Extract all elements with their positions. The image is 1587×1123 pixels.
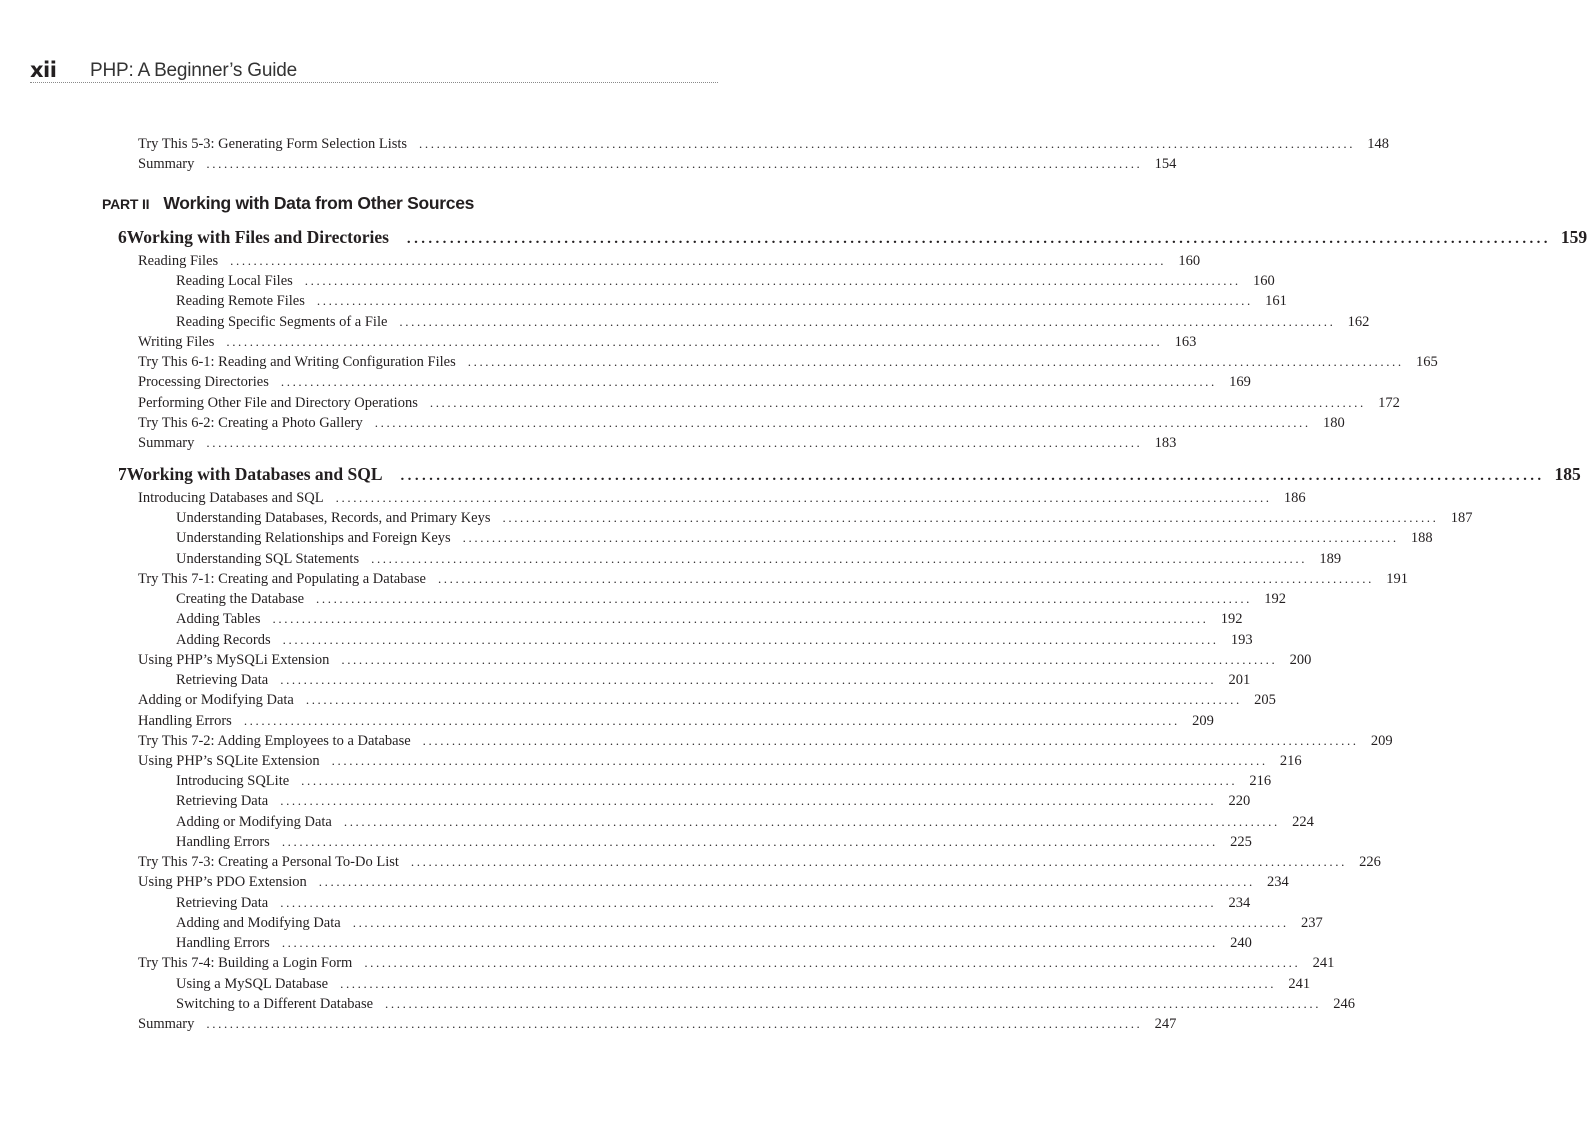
toc-entry-title: Try This 6-2: Creating a Photo Gallery — [138, 414, 363, 431]
toc-entry-title: Switching to a Different Database — [176, 995, 374, 1012]
toc-entry[interactable] — [138, 953, 1335, 973]
toc-entry[interactable] — [138, 433, 1177, 453]
toc-entry-title: Try This 7-4: Building a Login Form — [138, 955, 353, 972]
toc-page-number: 186 — [1283, 490, 1306, 506]
toc-entry[interactable] — [138, 751, 1302, 771]
dot-leader: ................................................................................................................................................................ — [226, 333, 1163, 349]
toc-page-number: 180 — [1323, 414, 1345, 431]
toc-page-number: 205 — [1254, 692, 1276, 709]
toc-entry-title: Try This 5-3: Generating Form Selection Lists — [138, 136, 408, 152]
dot-leader: ................................................................................................................................................................ — [467, 354, 1404, 370]
toc-entry-title: Summary — [138, 435, 195, 452]
dot-leader: ................................................................................................................................................................ — [422, 732, 1359, 748]
toc-page-number: 237 — [1300, 914, 1323, 931]
dot-leader: ................................................................................................................................................................ — [331, 752, 1268, 768]
toc-page-number: 192 — [1264, 591, 1287, 608]
toc-entry-title: Adding and Modifying Data — [176, 914, 341, 931]
toc-entry-title: Performing Other File and Directory Operations — [138, 394, 418, 411]
toc-entry-title: Reading Remote Files — [176, 293, 305, 310]
chapter-page-number: 185 — [1554, 464, 1581, 484]
chapter-number: 7 — [118, 464, 127, 484]
toc-entry[interactable] — [138, 372, 1251, 392]
toc-entry[interactable] — [176, 508, 1473, 528]
toc-page-number: 172 — [1378, 394, 1400, 411]
toc-entry-title: Summary — [138, 156, 195, 173]
dot-leader: ................................................................................................................................................................ — [340, 975, 1277, 991]
toc-page-number: 209 — [1192, 712, 1214, 729]
toc-entry-title: Adding Records — [176, 631, 271, 648]
toc-page-number: 224 — [1292, 813, 1314, 830]
dot-leader: ................................................................................................................................................................ — [280, 793, 1217, 809]
toc-entry[interactable] — [138, 413, 1345, 433]
toc-entry[interactable] — [176, 291, 1287, 311]
dot-leader: ................................................................................................................................................................ — [280, 894, 1217, 910]
toc-entry[interactable] — [176, 312, 1370, 332]
dot-leader: ................................................................................................................................................................ — [318, 874, 1255, 890]
dot-leader: ................................................................................................................................................................ — [352, 914, 1289, 930]
dot-leader: ................................................................................................................................................................ — [305, 692, 1242, 708]
toc-page-number: 240 — [1230, 935, 1252, 952]
toc-entry[interactable] — [176, 609, 1243, 629]
toc-entry-title: Understanding Relationships and Foreign Keys — [176, 530, 451, 547]
toc-page-number: 201 — [1228, 672, 1251, 689]
dot-leader: ................................................................................................................................................................ — [374, 414, 1311, 430]
toc-page-number: 189 — [1319, 550, 1342, 567]
toc-page-number: 234 — [1228, 894, 1251, 911]
toc-page-number: 216 — [1249, 773, 1272, 790]
toc-entry-title: Understanding Databases, Records, and Primary Keys — [176, 510, 491, 527]
chapter-heading[interactable] — [118, 225, 1587, 251]
dot-leader: ................................................................................................................................................................ — [316, 591, 1253, 607]
toc-entry[interactable] — [138, 731, 1393, 751]
toc-entry[interactable] — [138, 650, 1312, 670]
toc-entry[interactable] — [138, 690, 1276, 710]
toc-entry-title: Introducing SQLite — [176, 773, 290, 790]
toc-entry-title: Retrieving Data — [176, 793, 269, 810]
toc-page-number: 247 — [1154, 1015, 1177, 1032]
toc-entry-title: Handling Errors — [138, 712, 232, 729]
toc-entry[interactable] — [138, 1014, 1177, 1034]
toc-entry[interactable] — [138, 352, 1438, 372]
toc-page-number: 187 — [1450, 510, 1473, 527]
toc-page-number: 160 — [1178, 253, 1201, 269]
toc-page-number: 241 — [1312, 955, 1335, 972]
part-label: PART II — [102, 196, 150, 212]
dot-leader: ................................................................................................................................................................ — [343, 813, 1280, 829]
toc-entry-title: Using PHP’s PDO Extension — [138, 874, 307, 891]
toc-entry[interactable] — [138, 569, 1408, 589]
toc-entry-title: Creating the Database — [176, 591, 305, 608]
toc-entry-title: Understanding SQL Statements — [176, 550, 360, 567]
toc-page-number: 246 — [1333, 995, 1356, 1012]
toc-page-number: 225 — [1230, 833, 1252, 850]
toc-entry[interactable] — [138, 872, 1289, 892]
toc-entry-title: Retrieving Data — [176, 672, 269, 689]
dot-leader: ................................................................................................................................................................ — [280, 672, 1217, 688]
toc-entry[interactable] — [138, 393, 1400, 413]
toc-entry[interactable] — [176, 893, 1251, 913]
dot-leader: ................................................................................................................................................................ — [406, 231, 1551, 247]
part-heading — [102, 193, 474, 214]
toc-entry[interactable] — [176, 832, 1252, 852]
dot-leader: ................................................................................................................................................................ — [272, 611, 1209, 627]
toc-entry-title: Try This 7-3: Creating a Personal To-Do List — [138, 854, 399, 871]
toc-entry-title: Reading Specific Segments of a File — [176, 313, 388, 330]
toc-page-number: 169 — [1229, 374, 1251, 391]
toc-entry[interactable] — [138, 711, 1214, 731]
dot-leader: ................................................................................................................................................................ — [206, 435, 1143, 451]
toc-entry[interactable] — [176, 771, 1272, 791]
toc-page-number: 192 — [1220, 611, 1243, 628]
toc-entry-title: Try This 6-1: Reading and Writing Configuration Files — [138, 354, 456, 371]
toc-entry-title: Adding or Modifying Data — [176, 813, 332, 830]
dot-leader: ................................................................................................................................................................ — [206, 156, 1143, 172]
dot-leader: ................................................................................................................................................................ — [400, 468, 1545, 484]
toc-page-number: 183 — [1154, 435, 1177, 452]
toc-page-number: 193 — [1230, 631, 1253, 648]
chapter-number: 6 — [118, 227, 127, 247]
dot-leader: ................................................................................................................................................................ — [243, 712, 1180, 728]
dot-leader: ................................................................................................................................................................ — [364, 955, 1301, 971]
chapter-page-number: 159 — [1560, 227, 1587, 247]
toc-entry[interactable] — [176, 271, 1275, 291]
dot-leader: ................................................................................................................................................................ — [341, 651, 1278, 667]
dot-leader: ................................................................................................................................................................ — [230, 253, 1167, 268]
toc-page-number: 216 — [1279, 752, 1302, 769]
dot-leader: ................................................................................................................................................................ — [419, 136, 1356, 151]
dot-leader: ................................................................................................................................................................ — [429, 394, 1366, 410]
toc-page-number: 188 — [1410, 530, 1433, 547]
toc-entry-title: Reading Files — [138, 253, 219, 269]
dot-leader: ................................................................................................................................................................ — [462, 530, 1399, 546]
toc-entry[interactable] — [138, 154, 1177, 174]
dot-leader: ................................................................................................................................................................ — [282, 631, 1219, 647]
toc-entry-title: Adding Tables — [176, 611, 261, 628]
toc-page-number: 165 — [1416, 354, 1438, 371]
toc-entry[interactable] — [138, 251, 1201, 271]
toc-entry[interactable] — [176, 549, 1342, 569]
toc-entry[interactable] — [176, 589, 1287, 609]
dot-leader: ................................................................................................................................................................ — [385, 995, 1322, 1011]
toc-page-number: 220 — [1228, 793, 1251, 810]
toc-page-number: 163 — [1174, 333, 1197, 350]
toc-page-number: 160 — [1253, 273, 1275, 290]
toc-entry[interactable] — [176, 994, 1356, 1014]
toc-entry[interactable] — [138, 134, 1390, 154]
toc-entry-title: Try This 7-1: Creating and Populating a Database — [138, 570, 426, 587]
dot-leader: ................................................................................................................................................................ — [304, 273, 1241, 289]
toc-entry[interactable] — [176, 630, 1253, 650]
dot-leader: ................................................................................................................................................................ — [335, 490, 1272, 505]
toc-entry-title: Retrieving Data — [176, 894, 269, 911]
toc-page-number: 162 — [1347, 313, 1370, 330]
dot-leader: ................................................................................................................................................................ — [502, 510, 1439, 526]
toc-entry[interactable] — [176, 812, 1314, 832]
dot-leader: ................................................................................................................................................................ — [281, 935, 1218, 951]
toc-entry-title: Adding or Modifying Data — [138, 692, 294, 709]
dot-leader: ................................................................................................................................................................ — [206, 1015, 1143, 1031]
toc-entry[interactable] — [138, 852, 1381, 872]
toc-page-number: 148 — [1367, 136, 1390, 152]
dot-leader: ................................................................................................................................................................ — [410, 854, 1347, 870]
toc-page-number: 241 — [1288, 975, 1311, 992]
toc-page-number: 191 — [1386, 570, 1408, 587]
dot-leader: ................................................................................................................................................................ — [301, 773, 1238, 789]
dot-leader: ................................................................................................................................................................ — [316, 293, 1253, 309]
toc-entry[interactable] — [176, 791, 1251, 811]
toc-entry[interactable] — [176, 933, 1252, 953]
toc-page-number: 234 — [1267, 874, 1289, 891]
toc-entry[interactable] — [138, 488, 1306, 508]
toc-entry-title: Using a MySQL Database — [176, 975, 329, 992]
page-folio: xii — [30, 58, 57, 82]
toc-entry-title: Using PHP’s MySQLi Extension — [138, 651, 330, 668]
toc-page-number: 161 — [1265, 293, 1287, 310]
dot-leader: ................................................................................................................................................................ — [437, 570, 1374, 586]
toc-entry-title: Reading Local Files — [176, 273, 293, 290]
part-title: Working with Data from Other Sources — [163, 193, 475, 213]
toc-entry-title: Writing Files — [138, 333, 215, 350]
toc-entry[interactable] — [176, 913, 1323, 933]
toc-page-number: 200 — [1289, 651, 1312, 668]
toc-page-number: 226 — [1359, 854, 1381, 871]
dot-leader: ................................................................................................................................................................ — [280, 374, 1217, 390]
chapter-title: Working with Databases and SQL — [126, 464, 383, 484]
toc-entry-title: Processing Directories — [138, 374, 269, 391]
toc-entry-title: Handling Errors — [176, 935, 270, 952]
toc-entry-title: Using PHP’s SQLite Extension — [138, 752, 320, 769]
toc-page-number: 209 — [1370, 732, 1393, 749]
toc-entry-title: Summary — [138, 1015, 195, 1032]
toc-entry[interactable] — [176, 974, 1311, 994]
toc-entry[interactable] — [176, 670, 1251, 690]
toc-entry-title: Introducing Databases and SQL — [138, 490, 324, 506]
chapter-heading[interactable] — [118, 462, 1581, 488]
toc-entry-title: Try This 7-2: Adding Employees to a Database — [138, 732, 411, 749]
toc-entry[interactable] — [176, 528, 1433, 548]
toc-page-number: 154 — [1154, 156, 1177, 173]
chapter-title: Working with Files and Directories — [126, 227, 389, 247]
dot-leader: ................................................................................................................................................................ — [371, 550, 1308, 566]
toc-entry-title: Handling Errors — [176, 833, 270, 850]
book-title: PHP: A Beginner’s Guide — [90, 60, 297, 81]
dot-leader: ................................................................................................................................................................ — [399, 313, 1336, 329]
dot-leader: ................................................................................................................................................................ — [281, 833, 1218, 849]
toc-entry[interactable] — [138, 332, 1197, 352]
